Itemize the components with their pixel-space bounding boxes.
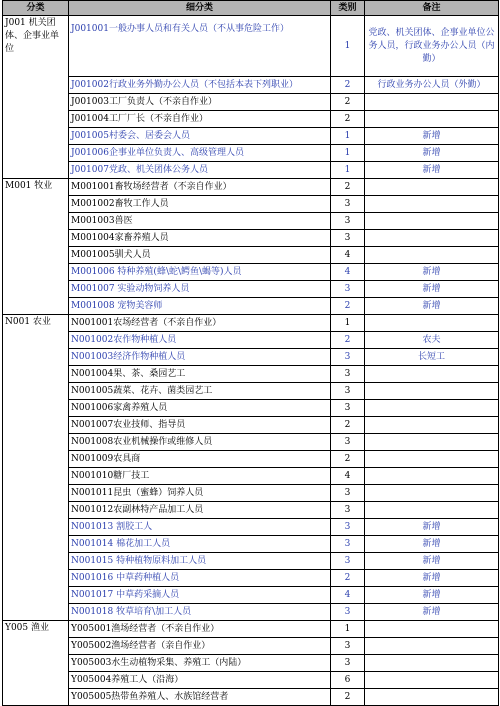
class-cell: 3 xyxy=(331,604,365,621)
note-cell: 新增 xyxy=(365,281,499,298)
table-row xyxy=(3,383,499,400)
subcategory-cell: Y005004养殖工人（沿海） xyxy=(69,672,331,689)
class-cell: 2 xyxy=(331,111,365,128)
class-cell: 3 xyxy=(331,400,365,417)
note-cell xyxy=(365,502,499,519)
class-cell: 2 xyxy=(331,94,365,111)
subcategory-cell: J001003工厂负责人（不亲自作业） xyxy=(69,94,331,111)
class-cell: 2 xyxy=(331,179,365,196)
subcategory-cell: N001010糖厂技工 xyxy=(69,468,331,485)
note-cell: 新增 xyxy=(365,162,499,179)
subcategory-cell: N001011昆虫（蜜蜂）饲养人员 xyxy=(69,485,331,502)
class-cell: 4 xyxy=(331,468,365,485)
class-cell: 3 xyxy=(331,502,365,519)
class-cell: 4 xyxy=(331,587,365,604)
class-cell: 2 xyxy=(331,417,365,434)
note-cell xyxy=(365,315,499,332)
header-class: 类别 xyxy=(331,1,365,16)
note-cell: 新增 xyxy=(365,519,499,536)
note-cell xyxy=(365,179,499,196)
note-cell: 新增 xyxy=(365,587,499,604)
note-cell: 新增 xyxy=(365,536,499,553)
table-row xyxy=(3,128,499,145)
note-cell: 农夫 xyxy=(365,332,499,349)
table-row xyxy=(3,672,499,689)
note-cell xyxy=(365,468,499,485)
note-cell xyxy=(365,485,499,502)
note-cell xyxy=(365,655,499,672)
table-row xyxy=(3,485,499,502)
table-row xyxy=(3,332,499,349)
subcategory-cell: M001001畜牧场经营者（不亲自作业） xyxy=(69,179,331,196)
note-cell: 新增 xyxy=(365,298,499,315)
header-subcategory: 细分类 xyxy=(69,1,331,16)
table-row xyxy=(3,400,499,417)
subcategory-cell: N001014 棉花加工人员 xyxy=(69,536,331,553)
class-cell: 3 xyxy=(331,536,365,553)
note-cell: 行政业务办公人员（外勤） xyxy=(365,77,499,94)
subcategory-cell: N001012农副林特产品加工人员 xyxy=(69,502,331,519)
subcategory-cell: M001007 实验动物饲养人员 xyxy=(69,281,331,298)
table-row xyxy=(3,281,499,298)
note-cell xyxy=(365,196,499,213)
class-cell: 2 xyxy=(331,689,365,706)
table-row xyxy=(3,468,499,485)
table-row xyxy=(3,638,499,655)
note-cell: 长短工 xyxy=(365,349,499,366)
table-row xyxy=(3,298,499,315)
class-cell: 2 xyxy=(331,570,365,587)
note-cell: 新增 xyxy=(365,553,499,570)
class-cell: 1 xyxy=(331,621,365,638)
note-cell xyxy=(365,247,499,264)
class-cell: 1 xyxy=(331,145,365,162)
subcategory-cell: J001007党政、机关团体公务人员 xyxy=(69,162,331,179)
class-cell: 3 xyxy=(331,434,365,451)
table-row xyxy=(3,111,499,128)
class-cell: 1 xyxy=(331,162,365,179)
note-cell xyxy=(365,434,499,451)
table-row xyxy=(3,604,499,621)
table-row xyxy=(3,689,499,706)
table-row xyxy=(3,264,499,281)
header-category: 分类 xyxy=(3,1,69,16)
subcategory-cell: N001008农业机械操作或维修人员 xyxy=(69,434,331,451)
note-cell: 新增 xyxy=(365,604,499,621)
table-row xyxy=(3,230,499,247)
note-cell xyxy=(365,400,499,417)
class-cell: 2 xyxy=(331,332,365,349)
subcategory-cell: N001016 中草药种植人员 xyxy=(69,570,331,587)
subcategory-cell: M001004家畜养殖人员 xyxy=(69,230,331,247)
category-cell: M001 牧业 xyxy=(3,179,69,315)
class-cell: 3 xyxy=(331,485,365,502)
subcategory-cell: Y005002渔场经营者（亲自作业） xyxy=(69,638,331,655)
class-cell: 2 xyxy=(331,451,365,468)
note-cell xyxy=(365,383,499,400)
subcategory-cell: Y005005热带鱼养殖人、水族馆经营者 xyxy=(69,689,331,706)
subcategory-cell: M001008 宠物美容师 xyxy=(69,298,331,315)
class-cell: 3 xyxy=(331,638,365,655)
subcategory-cell: N001007农业技师、指导员 xyxy=(69,417,331,434)
class-cell: 2 xyxy=(331,77,365,94)
class-cell: 3 xyxy=(331,230,365,247)
table-row xyxy=(3,553,499,570)
note-cell xyxy=(365,111,499,128)
table-header-row xyxy=(3,1,499,16)
note-cell xyxy=(365,230,499,247)
table-row xyxy=(3,196,499,213)
table-row xyxy=(3,94,499,111)
table-row xyxy=(3,417,499,434)
class-cell: 2 xyxy=(331,298,365,315)
class-cell: 3 xyxy=(331,213,365,230)
table-row xyxy=(3,570,499,587)
class-cell: 3 xyxy=(331,655,365,672)
subcategory-cell: N001017 中草药采摘人员 xyxy=(69,587,331,604)
subcategory-cell: Y005001渔场经营者（不亲自作业） xyxy=(69,621,331,638)
note-cell: 新增 xyxy=(365,264,499,281)
table-row xyxy=(3,366,499,383)
category-cell: N001 农业 xyxy=(3,315,69,621)
subcategory-cell: J001006企事业单位负责人、高级管理人员 xyxy=(69,145,331,162)
subcategory-cell: N001013 割胶工人 xyxy=(69,519,331,536)
table-row xyxy=(3,315,499,332)
class-cell: 6 xyxy=(331,672,365,689)
header-note: 备注 xyxy=(365,1,499,16)
class-cell: 4 xyxy=(331,264,365,281)
occupation-classification-table xyxy=(2,0,499,706)
table-row xyxy=(3,247,499,264)
subcategory-cell: M001005驯犬人员 xyxy=(69,247,331,264)
table-row xyxy=(3,587,499,604)
subcategory-cell: J001001一般办事人员和有关人员（不从事危险工作） xyxy=(69,16,331,77)
category-cell: J001 机关团体、企事业单位 xyxy=(3,16,69,179)
subcategory-cell: J001005村委会、居委会人员 xyxy=(69,128,331,145)
class-cell: 1 xyxy=(331,128,365,145)
table-row xyxy=(3,179,499,196)
note-cell xyxy=(365,417,499,434)
class-cell: 3 xyxy=(331,281,365,298)
class-cell: 3 xyxy=(331,349,365,366)
note-cell xyxy=(365,672,499,689)
table-row xyxy=(3,434,499,451)
note-cell xyxy=(365,638,499,655)
note-cell xyxy=(365,621,499,638)
table-row xyxy=(3,349,499,366)
subcategory-cell: N001009农具商 xyxy=(69,451,331,468)
subcategory-cell: N001005蔬菜、花卉、菌类园艺工 xyxy=(69,383,331,400)
subcategory-cell: N001003经济作物种植人员 xyxy=(69,349,331,366)
note-cell xyxy=(365,689,499,706)
table-body xyxy=(3,16,499,706)
note-cell xyxy=(365,366,499,383)
subcategory-cell: J001002行政业务外勤办公人员（不包括本表下列职业） xyxy=(69,77,331,94)
subcategory-cell: N001004果、茶、桑园艺工 xyxy=(69,366,331,383)
note-cell: 新增 xyxy=(365,128,499,145)
table-row xyxy=(3,536,499,553)
subcategory-cell: M001003兽医 xyxy=(69,213,331,230)
category-cell: Y005 渔业 xyxy=(3,621,69,706)
subcategory-cell: N001018 牧草培育\加工人员 xyxy=(69,604,331,621)
subcategory-cell: N001002农作物种植人员 xyxy=(69,332,331,349)
table-row xyxy=(3,162,499,179)
table-row xyxy=(3,145,499,162)
class-cell: 1 xyxy=(331,16,365,77)
class-cell: 4 xyxy=(331,247,365,264)
note-cell: 新增 xyxy=(365,145,499,162)
class-cell: 1 xyxy=(331,315,365,332)
note-cell xyxy=(365,213,499,230)
note-cell xyxy=(365,94,499,111)
class-cell: 3 xyxy=(331,553,365,570)
note-cell: 新增 xyxy=(365,570,499,587)
table-row xyxy=(3,502,499,519)
table-row xyxy=(3,16,499,77)
subcategory-cell: N001006家禽养殖人员 xyxy=(69,400,331,417)
subcategory-cell: M001006 特种养殖(蜂\蛇\鳄鱼\蝎等)人员 xyxy=(69,264,331,281)
table-row xyxy=(3,655,499,672)
occupation-table-sheet xyxy=(2,0,498,702)
table-row xyxy=(3,621,499,638)
class-cell: 3 xyxy=(331,366,365,383)
class-cell: 3 xyxy=(331,519,365,536)
table-row xyxy=(3,451,499,468)
table-row xyxy=(3,77,499,94)
subcategory-cell: N001001农场经营者（不亲自作业） xyxy=(69,315,331,332)
note-cell: 党政、机关团体、企事业单位公务人员，行政业务办公人员（内勤） xyxy=(365,16,499,77)
subcategory-cell: Y005003水生动植物采集、养殖工（内陆） xyxy=(69,655,331,672)
subcategory-cell: M001002畜牧工作人员 xyxy=(69,196,331,213)
table-row xyxy=(3,213,499,230)
table-row xyxy=(3,519,499,536)
class-cell: 3 xyxy=(331,196,365,213)
note-cell xyxy=(365,451,499,468)
class-cell: 3 xyxy=(331,383,365,400)
subcategory-cell: J001004工厂厂长（不亲自作业） xyxy=(69,111,331,128)
subcategory-cell: N001015 特种植物原料加工人员 xyxy=(69,553,331,570)
